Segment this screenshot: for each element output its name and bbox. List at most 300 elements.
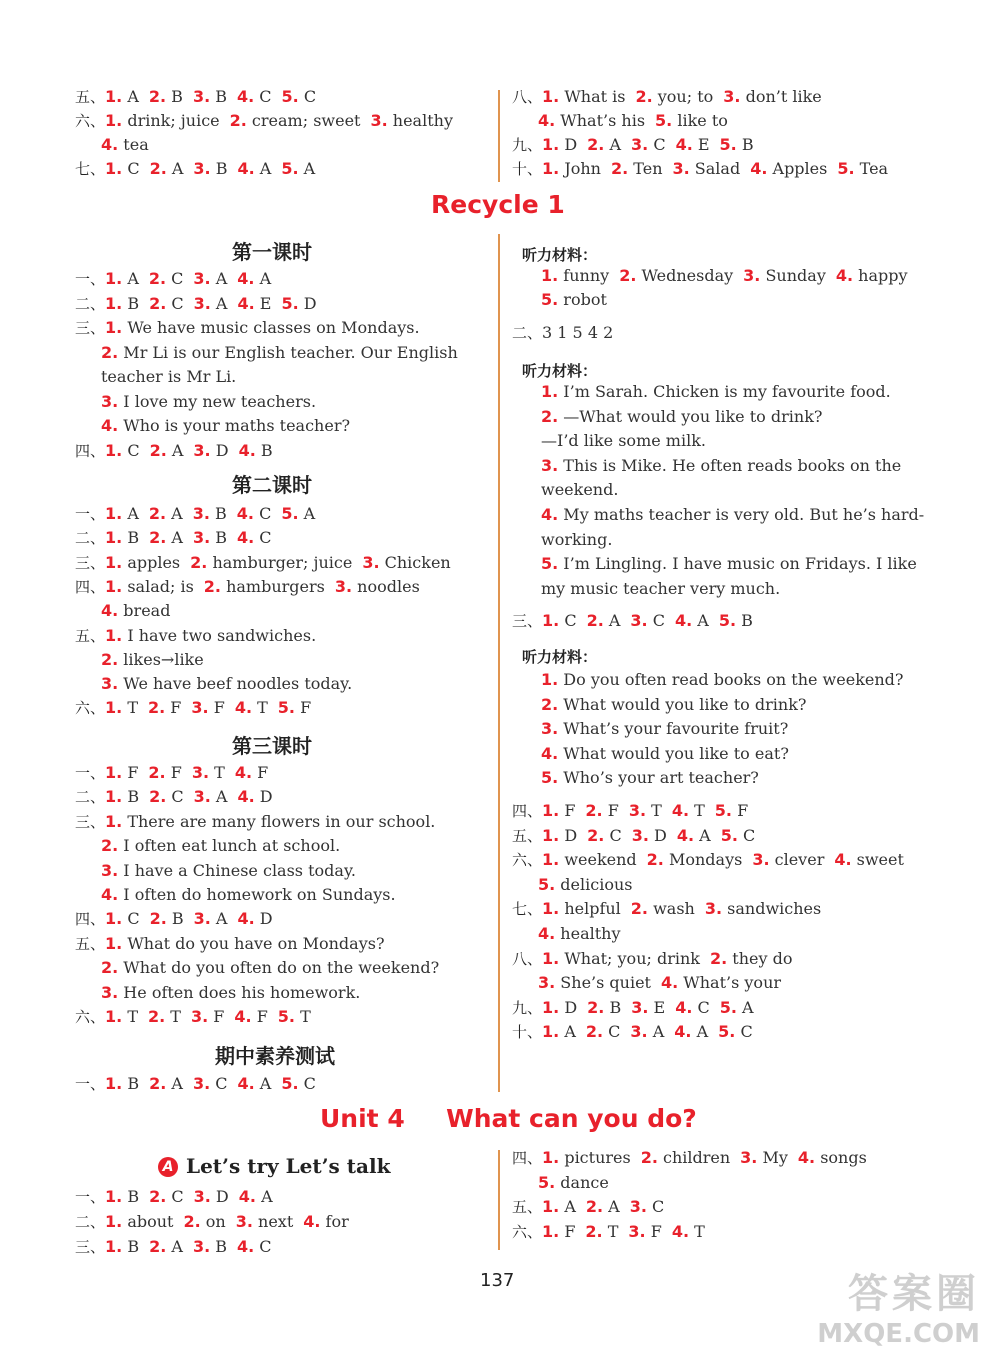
answer-text: Chicken <box>379 552 451 572</box>
answer-item <box>105 504 139 523</box>
answer-text: F <box>602 801 619 820</box>
answer-text: What; you; drink <box>559 948 700 968</box>
item-number: 5. <box>837 159 855 178</box>
right-rest-line <box>512 874 642 896</box>
answer-item <box>677 826 711 845</box>
midterm-line <box>75 1073 326 1095</box>
listening-material-1: 听力材料： <box>522 246 598 264</box>
item-number: 3. <box>193 159 211 178</box>
answer-text: A <box>255 1187 273 1206</box>
answer-text: C <box>122 440 140 460</box>
answer-text: B <box>166 909 184 929</box>
answer-text: B <box>736 611 753 630</box>
item-number: 3. <box>723 87 741 106</box>
item-number: 2. <box>149 440 167 460</box>
answer-text: F <box>165 698 182 718</box>
answer-text: Sunday <box>760 266 826 285</box>
answer-item <box>542 949 700 968</box>
answer-text: C <box>603 1022 621 1042</box>
answer-text: T <box>165 1007 181 1026</box>
item-number: 5. <box>281 504 299 523</box>
answer-text: A <box>691 1022 709 1042</box>
answer-item <box>194 294 228 313</box>
item-number: 2. <box>148 763 166 782</box>
answer-text: A <box>210 269 228 288</box>
item-number: 2. <box>587 135 605 154</box>
unit4-number: Unit 4 <box>320 1104 405 1133</box>
item-number: 2. <box>148 698 166 718</box>
answer-text: B <box>736 135 754 154</box>
item-number: 1. <box>105 440 123 460</box>
item-number: 1. <box>105 625 123 645</box>
item-number: 5. <box>718 1022 736 1042</box>
answer-text: B <box>122 1074 140 1093</box>
right-rest-line <box>512 948 803 970</box>
unit4-title <box>320 1104 697 1133</box>
answer-item <box>105 787 139 806</box>
item-number: 5. <box>541 554 559 574</box>
item-number: 1. <box>105 1212 123 1231</box>
item-number: 4. <box>674 611 693 630</box>
answer-item <box>538 924 621 943</box>
unit4-left-line <box>75 1236 282 1258</box>
answer-text: A <box>210 909 228 929</box>
answer-item <box>194 787 228 806</box>
answer-text: Who is your maths teacher? <box>118 416 351 435</box>
answer-text: T <box>122 698 138 718</box>
answer-item <box>641 1148 730 1167</box>
answer-item <box>542 1222 575 1241</box>
answer-item <box>541 480 618 499</box>
item-number: 2. <box>585 1221 603 1241</box>
item-number: 3. <box>752 850 770 870</box>
answer-item <box>281 504 315 523</box>
answer-text: working. <box>541 529 613 549</box>
answer-text: D <box>210 440 229 460</box>
midterm-title: 期中素养测试 <box>215 1044 335 1068</box>
item-number: 1. <box>542 1148 560 1167</box>
answer-item <box>105 87 139 106</box>
item-number: 1. <box>105 576 123 596</box>
item-number: 1. <box>542 1221 560 1241</box>
answer-item <box>542 135 577 154</box>
answer-item <box>710 949 793 968</box>
answer-text: Mr Li is our English teacher. Our English <box>118 342 458 362</box>
item-number: 1. <box>105 87 123 106</box>
answer-item <box>541 290 607 309</box>
answer-text: We have music classes on Mondays. <box>122 318 420 337</box>
answer-text: happy <box>853 266 908 285</box>
answer-item <box>541 719 788 738</box>
listening2-line <box>515 479 628 501</box>
answer-text: pictures <box>559 1148 631 1167</box>
answer-item <box>673 159 741 178</box>
answer-text: C <box>648 135 666 154</box>
listening3-line <box>515 718 798 740</box>
item-number: 5. <box>281 159 299 178</box>
item-number: 2. <box>148 1007 166 1026</box>
answer-text: songs <box>815 1148 867 1167</box>
answer-item <box>105 812 435 831</box>
item-number: 5. <box>719 135 737 154</box>
question-number: 四、 <box>512 1149 543 1167</box>
item-number: 2. <box>149 787 167 807</box>
question-number: 三、 <box>75 319 106 337</box>
answer-item <box>278 1007 311 1026</box>
answer-item <box>193 159 227 178</box>
item-number: 3. <box>629 1197 647 1216</box>
question-number: 四、 <box>512 802 543 820</box>
answer-text: A <box>559 1022 576 1042</box>
answer-item <box>149 87 183 106</box>
item-number: 3. <box>193 787 211 807</box>
question-number: 三、 <box>75 812 106 831</box>
column-divider-top <box>498 90 500 182</box>
answer-text: on <box>200 1212 226 1231</box>
item-number: 4. <box>303 1212 321 1231</box>
unit4-left-line <box>75 1186 283 1208</box>
answer-item <box>836 266 908 285</box>
question-number: 一、 <box>75 270 106 288</box>
question-number: 九、 <box>512 136 543 154</box>
answer-item <box>239 1187 273 1206</box>
listening2-line <box>515 381 901 403</box>
answer-text: This is Mike. He often reads books on the <box>558 455 902 475</box>
question-number: 六、 <box>75 112 106 130</box>
lesson2-line <box>75 527 282 549</box>
question-number: 二、 <box>75 788 106 807</box>
answer-text: A <box>559 1197 576 1216</box>
answer-item <box>281 1074 316 1093</box>
lesson3-line <box>75 811 445 833</box>
item-number: 2. <box>148 504 167 523</box>
answer-text: B <box>122 1187 140 1206</box>
answer-item <box>149 269 184 288</box>
right-rest-line <box>512 1021 763 1043</box>
answer-item <box>105 553 180 572</box>
answer-item <box>105 441 140 460</box>
answer-item <box>718 1022 753 1041</box>
answer-item <box>278 698 311 717</box>
answer-item <box>105 1007 138 1026</box>
answer-text: funny <box>558 266 610 285</box>
answer-text: F <box>732 801 749 820</box>
answer-item <box>236 1212 294 1231</box>
answer-text: healthy <box>387 111 453 130</box>
item-number: 1. <box>105 552 123 572</box>
answer-text: A <box>254 159 272 178</box>
right-rest-line <box>512 849 914 871</box>
right-rest-line <box>512 800 758 822</box>
top-left-line <box>75 134 159 156</box>
answer-item <box>105 1212 173 1231</box>
item-number: 5. <box>655 111 673 130</box>
answer-item <box>723 87 821 106</box>
answer-text: A <box>298 504 316 523</box>
answer-text: A <box>694 825 711 845</box>
answer-text: —I’d like some milk. <box>541 431 706 451</box>
answer-item <box>105 626 316 645</box>
answer-item <box>719 611 753 630</box>
answer-text: My <box>757 1148 788 1167</box>
answer-text: weekend. <box>541 480 619 500</box>
item-number: 5. <box>720 825 738 845</box>
listening3-line <box>515 669 913 691</box>
item-number: 1. <box>541 382 559 401</box>
answer-text: What do you often do on the weekend? <box>118 958 440 978</box>
answer-item <box>105 934 385 953</box>
item-number: 2. <box>149 293 167 313</box>
answer-text: A <box>298 159 316 178</box>
answer-text: Wednesday <box>636 266 734 285</box>
answer-item <box>541 505 924 524</box>
lesson2-line <box>75 600 180 622</box>
answer-text: C <box>122 159 140 178</box>
item-number: 3. <box>193 440 211 460</box>
item-number: 4. <box>238 1187 256 1206</box>
answer-text: F <box>208 1007 225 1026</box>
answer-text: C <box>254 87 272 106</box>
item-number: 2. <box>610 159 629 178</box>
answer-item <box>661 973 781 992</box>
answer-item <box>542 899 621 918</box>
answer-item <box>101 674 352 693</box>
listening2-line <box>515 578 790 600</box>
answer-item <box>675 998 710 1017</box>
answer-item <box>193 1074 228 1093</box>
answer-text: C <box>254 1237 272 1256</box>
item-number: 4. <box>237 269 255 288</box>
answer-item <box>541 407 822 426</box>
top-left-line <box>75 110 463 132</box>
answer-text: D <box>648 825 667 845</box>
item-number: 4. <box>234 763 253 782</box>
answer-item <box>647 850 743 869</box>
answer-text: for <box>320 1212 349 1231</box>
answer-text: D <box>254 909 273 929</box>
answer-text: E <box>254 293 272 313</box>
item-number: 2. <box>101 958 119 978</box>
right-san-line <box>512 610 763 632</box>
top-right-line <box>512 158 898 180</box>
answer-item <box>101 416 350 435</box>
answer-text: B <box>209 504 227 523</box>
item-number: 3. <box>101 860 119 880</box>
answer-item <box>105 528 139 547</box>
item-number: 1. <box>541 266 559 285</box>
answer-item <box>204 577 325 596</box>
item-number: 3. <box>743 266 761 285</box>
top-left-line <box>75 86 326 108</box>
column-divider-bottom <box>498 1150 500 1250</box>
item-number: 3. <box>193 269 211 288</box>
item-number: 1. <box>105 811 123 831</box>
item-number: 5. <box>541 768 559 787</box>
unit4-subtitle-text: Let’s try Let’s talk <box>186 1154 391 1178</box>
question-number: 八、 <box>512 88 543 106</box>
answer-text: about <box>122 1212 174 1231</box>
item-number: 3. <box>192 504 210 523</box>
right-rest-line <box>512 997 764 1019</box>
answer-item <box>743 266 826 285</box>
item-number: 3. <box>362 552 380 572</box>
answer-text: T <box>689 801 705 820</box>
answer-text: A <box>210 787 228 807</box>
item-number: 3. <box>193 1187 211 1206</box>
item-number: 4. <box>676 825 695 845</box>
answer-item <box>675 611 709 630</box>
lesson1-line <box>75 268 281 290</box>
answer-text: like to <box>672 111 728 130</box>
listening2-line <box>515 430 716 452</box>
listening2-line <box>515 406 832 428</box>
item-number: 1. <box>542 1022 560 1042</box>
answer-item <box>148 1007 181 1026</box>
answer-item <box>149 1074 183 1093</box>
page-number: 137 <box>480 1270 515 1291</box>
item-number: 4. <box>101 885 119 904</box>
question-number: 五、 <box>75 626 106 645</box>
answer-item <box>542 826 577 845</box>
item-number: 3. <box>193 293 211 313</box>
answer-text: 3 1 5 4 2 <box>542 323 614 342</box>
item-number: 3. <box>631 825 649 845</box>
item-number: 4. <box>237 528 255 548</box>
listening1-line <box>515 289 617 311</box>
answer-item <box>239 441 273 460</box>
answer-item <box>721 826 756 845</box>
item-number: 5. <box>538 874 556 894</box>
answer-item <box>619 266 733 285</box>
answer-item <box>237 528 272 547</box>
item-number: 1. <box>542 997 560 1017</box>
answer-text: children <box>657 1148 731 1167</box>
answer-text: A <box>166 528 183 548</box>
unit4-right-line <box>512 1172 619 1194</box>
question-number: 二、 <box>75 294 106 313</box>
answer-text: D <box>254 787 273 807</box>
answer-text: What do you have on Mondays? <box>122 933 385 953</box>
item-number: 4. <box>538 111 556 130</box>
answer-text: C <box>735 1022 753 1042</box>
answer-text: dance <box>555 1172 609 1192</box>
unit4-right-line <box>512 1221 715 1243</box>
item-number: 4. <box>675 135 693 154</box>
answer-item <box>541 456 901 475</box>
item-number: 3. <box>235 1212 253 1231</box>
item-number: 4. <box>675 997 693 1017</box>
lesson3-line <box>75 786 283 808</box>
answer-item <box>585 1222 618 1241</box>
item-number: 3. <box>192 87 211 106</box>
answer-text: A <box>604 135 622 154</box>
question-number: 八、 <box>512 949 543 968</box>
answer-item <box>150 909 184 928</box>
answer-item <box>541 744 789 763</box>
item-number: 2. <box>101 836 119 856</box>
answer-text: —What would you like to drink? <box>558 406 823 426</box>
item-number: 1. <box>105 1187 123 1206</box>
answer-text: salad; is <box>122 576 194 596</box>
answer-text: D <box>559 135 578 154</box>
question-number: 五、 <box>75 88 106 106</box>
item-number: 3. <box>630 1022 648 1042</box>
answer-text: A <box>166 1237 183 1256</box>
answer-item <box>193 504 227 523</box>
item-number: 4. <box>238 440 256 460</box>
answer-item <box>193 87 227 106</box>
answer-text: What’s your favourite fruit? <box>558 719 789 738</box>
answer-item <box>191 1007 224 1026</box>
answer-item <box>542 1148 631 1167</box>
item-number: 1. <box>105 763 123 782</box>
item-number: 5. <box>538 1172 556 1192</box>
answer-item <box>105 269 139 288</box>
item-number: 1. <box>542 899 560 919</box>
item-number: 5. <box>277 1007 296 1026</box>
answer-item <box>149 504 183 523</box>
lesson2-line <box>75 552 461 574</box>
answer-text: C <box>298 1074 316 1093</box>
answer-item <box>193 528 227 547</box>
answer-item <box>190 553 352 572</box>
answer-text: F <box>251 1007 268 1026</box>
answer-text: F <box>295 698 312 718</box>
lesson2-line <box>75 625 326 647</box>
right-rest-line <box>512 972 791 994</box>
answer-text: sweet <box>851 850 904 870</box>
item-number: 1. <box>105 1007 123 1026</box>
answer-item <box>585 801 618 820</box>
answer-text: A <box>122 504 139 523</box>
item-number: 1. <box>105 504 123 523</box>
item-number: 1. <box>105 293 123 313</box>
item-number: 2. <box>148 87 167 106</box>
answer-item <box>587 826 622 845</box>
answer-text: He often does his homework. <box>118 982 361 1002</box>
item-number: 3. <box>190 1007 209 1026</box>
item-number: 4. <box>101 416 119 435</box>
item-number: 4. <box>101 135 119 154</box>
answer-text: my music teacher very much. <box>541 578 781 598</box>
lesson1-line <box>75 366 246 388</box>
listening3-line <box>515 743 799 765</box>
item-number: 3. <box>740 1148 758 1167</box>
listening3-line <box>515 694 816 716</box>
item-number: 4. <box>834 850 852 870</box>
item-number: 1. <box>105 1074 123 1093</box>
top-right-line <box>512 134 764 156</box>
answer-item <box>192 763 225 782</box>
answer-text: I often eat lunch at school. <box>118 836 341 856</box>
item-number: 3. <box>541 455 559 475</box>
answer-text: hamburger; juice <box>207 552 353 572</box>
item-number: 4. <box>237 1237 255 1256</box>
answer-item <box>705 899 821 918</box>
item-number: 2. <box>149 1074 167 1093</box>
answer-item <box>105 763 138 782</box>
item-number: 1. <box>542 87 560 106</box>
item-number: 2. <box>203 576 221 596</box>
item-number: 3. <box>192 528 211 548</box>
answer-item <box>362 553 450 572</box>
item-number: 3. <box>191 763 210 782</box>
watermark-logo: 答案圈 MXQE.COM <box>817 1271 980 1349</box>
item-number: 3. <box>192 1074 211 1093</box>
item-number: 3. <box>630 611 648 630</box>
answer-item <box>752 850 824 869</box>
answer-item <box>629 801 662 820</box>
